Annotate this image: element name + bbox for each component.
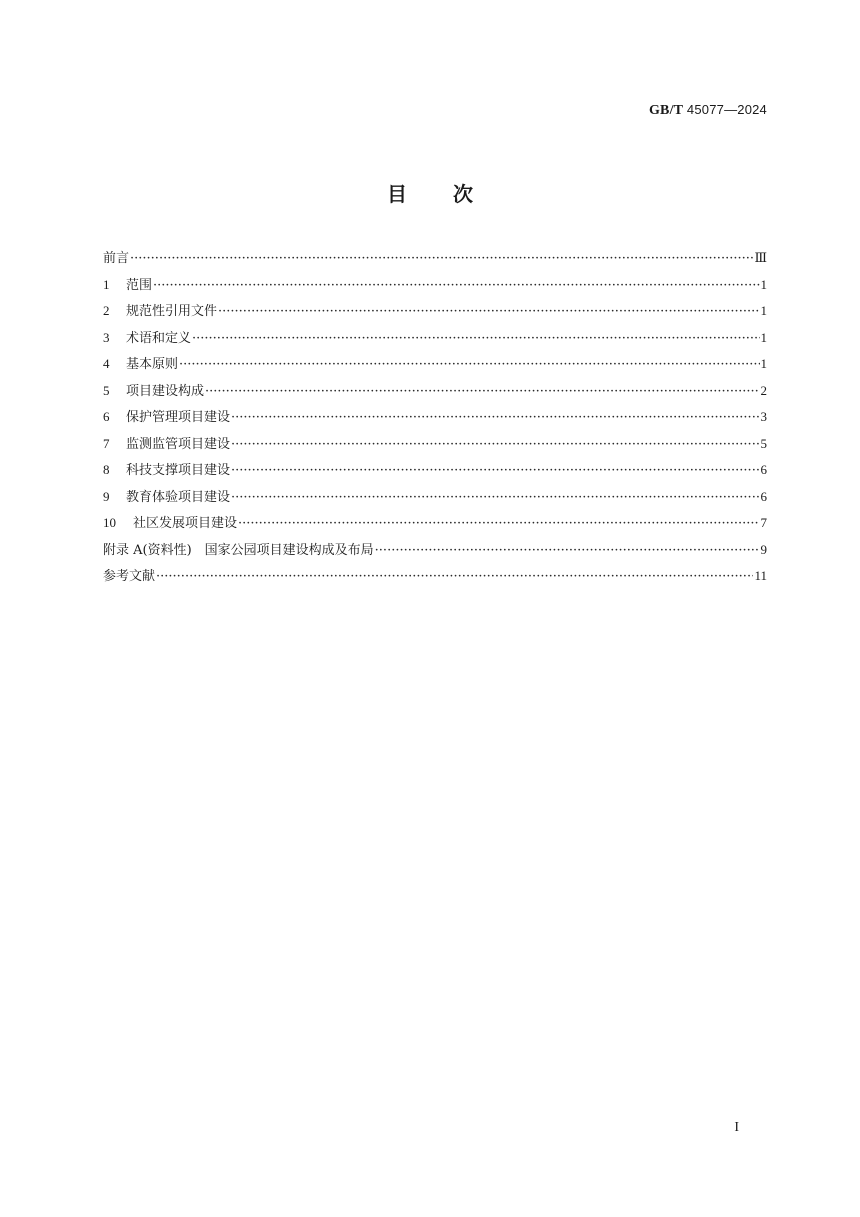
toc-leader (218, 299, 759, 326)
toc-entry-page: 1 (760, 276, 767, 292)
toc-entry-label: 保护管理项目建设 (126, 410, 231, 425)
toc-leader (375, 538, 760, 565)
toc-entry-label: 基本原则 (126, 357, 179, 372)
toc-entry-number: 9 (103, 488, 110, 504)
toc-title-char-2: 次 (453, 182, 473, 206)
toc-title (0, 178, 860, 207)
toc-leader (205, 379, 759, 406)
toc-entry-label: 科技支撑项目建设 (126, 463, 231, 478)
toc-entry-label: 附录 A(资料性) 国家公园项目建设构成及布局 (103, 542, 374, 558)
toc-entry-2[interactable] (103, 298, 767, 325)
toc-entry-number: 6 (103, 409, 110, 424)
toc-entry-page: 6 (760, 462, 767, 477)
toc-entry-page: 9 (760, 541, 767, 557)
toc-entry-label: 项目建设构成 (126, 383, 205, 399)
standard-number: 45077—2024 (686, 102, 767, 117)
toc-leader (238, 511, 759, 538)
toc-entry-page: 5 (760, 435, 767, 451)
toc-leader (153, 273, 759, 300)
toc-entry-page: 1 (760, 303, 767, 318)
toc-entry-number: 5 (103, 382, 110, 398)
toc-entry-label: 教育体验项目建设 (126, 489, 231, 505)
table-of-contents (103, 245, 767, 590)
toc-leader (156, 564, 753, 591)
toc-entry-number: 7 (103, 435, 110, 451)
toc-entry-bibliography[interactable] (103, 563, 767, 590)
toc-entry-5[interactable] (103, 378, 767, 405)
toc-entry-label: 规范性引用文件 (126, 304, 218, 319)
toc-leader (179, 352, 759, 379)
toc-leader (231, 405, 759, 432)
toc-entry-10[interactable] (103, 510, 767, 537)
toc-entry-6[interactable] (103, 404, 767, 431)
standard-code (649, 102, 767, 119)
toc-entry-page: 1 (760, 329, 767, 345)
toc-entry-page: 11 (754, 568, 767, 583)
toc-entry-label: 前言 (103, 251, 130, 266)
toc-entry-7[interactable] (103, 431, 767, 458)
toc-entry-8[interactable] (103, 457, 767, 484)
toc-entry-page: 7 (760, 515, 767, 530)
toc-leader (192, 326, 759, 353)
toc-leader (231, 485, 759, 512)
toc-entry-page: 3 (760, 409, 767, 424)
toc-entry-4[interactable] (103, 351, 767, 378)
toc-entry-page: Ⅲ (754, 250, 767, 265)
toc-entry-page: 1 (760, 356, 767, 371)
toc-entry-3[interactable] (103, 325, 767, 352)
toc-entry-label: 范围 (126, 277, 153, 293)
toc-entry-9[interactable] (103, 484, 767, 511)
toc-entry-appendix-a[interactable] (103, 537, 767, 564)
standard-prefix: GB/T (648, 103, 684, 118)
toc-entry-number: 8 (103, 462, 110, 477)
toc-entry-number: 3 (103, 329, 110, 345)
toc-entry-page: 6 (760, 488, 767, 504)
toc-entry-label: 参考文献 (103, 569, 156, 584)
toc-entry-number: 1 (103, 276, 110, 292)
toc-entry-1[interactable] (103, 272, 767, 299)
toc-title-char-1: 目 (387, 182, 407, 206)
toc-entry-number: 4 (103, 356, 110, 371)
toc-entry-foreword[interactable] (103, 245, 767, 272)
page-number: I (734, 1120, 739, 1135)
toc-leader (231, 458, 759, 485)
toc-entry-number: 10 (103, 515, 116, 530)
toc-leader (231, 432, 759, 459)
toc-entry-number: 2 (103, 303, 110, 318)
toc-entry-page: 2 (760, 382, 767, 398)
toc-entry-label: 社区发展项目建设 (133, 516, 238, 531)
toc-leader (130, 246, 753, 273)
toc-entry-label: 术语和定义 (126, 330, 192, 346)
toc-entry-label: 监测监管项目建设 (126, 436, 231, 452)
